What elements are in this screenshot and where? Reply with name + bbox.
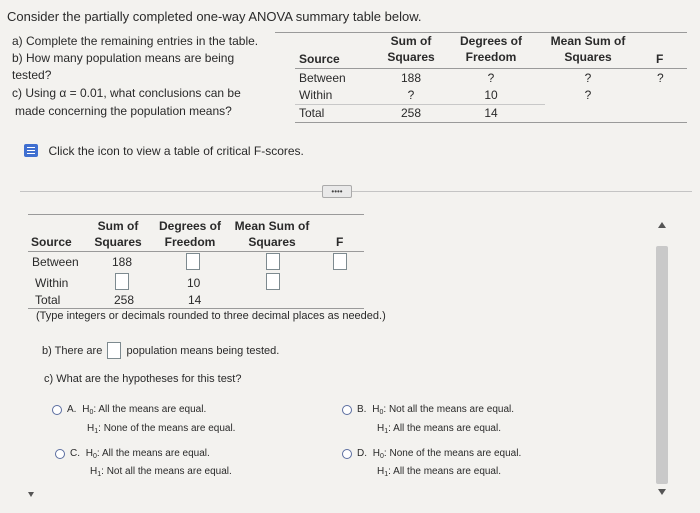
ans-row-between-ss: 188: [112, 255, 133, 269]
option-c-radio[interactable]: [55, 449, 65, 459]
top-header-ms: Mean Sum of Squares: [550, 34, 626, 64]
top-row-between-source: Between: [299, 71, 346, 85]
question-part-b-line2: tested?: [12, 68, 52, 82]
question-part-a: a) Complete the remaining entries in the table.: [12, 34, 259, 48]
top-table-bottom-rule: [295, 122, 687, 123]
ans-header-f: F: [336, 235, 344, 249]
option-b-h0: Not all the means are equal.: [388, 404, 515, 415]
top-row-total-df: 14: [484, 106, 498, 120]
top-table-header-rule: [295, 68, 687, 69]
scroll-up-arrow-icon[interactable]: [658, 222, 666, 228]
ans-row-within-df: 10: [187, 276, 201, 290]
population-count-input[interactable]: [107, 342, 121, 359]
option-c-h1: Not all the means are equal.: [106, 466, 232, 477]
top-row-within-source: Within: [299, 88, 333, 102]
ans-row-within-label: Within: [35, 276, 69, 290]
top-row-between-df: ?: [487, 71, 495, 85]
top-row-within-df: 10: [484, 88, 498, 102]
option-d-radio[interactable]: [342, 449, 352, 459]
left-scroll-down-arrow-icon[interactable]: [28, 492, 34, 497]
answer-table-bottom-rule: [28, 308, 364, 309]
top-table-total-rule: [295, 104, 545, 105]
alpha-symbol: α: [59, 86, 67, 100]
top-table-top-rule: [275, 32, 687, 33]
ans-header-df: Degrees of Freedom: [158, 219, 222, 249]
top-row-between-ms: ?: [584, 71, 592, 85]
top-row-between-ss: 188: [400, 71, 422, 85]
ans-row-total-df: 14: [188, 293, 202, 307]
top-header-source: Source: [299, 52, 340, 66]
scroll-down-arrow-icon[interactable]: [658, 489, 666, 495]
answer-table-top-rule: [28, 214, 364, 215]
part-c-question: c) What are the hypotheses for this test?: [44, 373, 242, 385]
between-df-input[interactable]: [186, 253, 200, 270]
ans-row-between-label: Between: [32, 255, 79, 269]
top-row-total-source: Total: [299, 106, 325, 120]
ans-row-total-label: Total: [35, 293, 61, 307]
option-b-h1: All the means are equal.: [393, 423, 501, 434]
table-icon[interactable]: [24, 144, 38, 157]
option-b-radio[interactable]: [342, 405, 352, 415]
between-ms-input[interactable]: [266, 253, 280, 270]
option-c-h0: All the means are equal.: [101, 448, 210, 459]
top-row-within-ss: ?: [407, 88, 415, 102]
top-row-total-ss: 258: [400, 106, 422, 120]
option-d-h1: All the means are equal.: [393, 466, 501, 477]
option-a-radio[interactable]: [52, 405, 62, 415]
question-part-c-line2: made concerning the population means?: [15, 104, 232, 118]
part-c-prefix: c) Using: [12, 86, 57, 100]
question-intro: Consider the partially completed one-way ANOVA summary table below.: [7, 9, 422, 24]
option-c-letter: C.: [70, 448, 80, 459]
within-ms-input[interactable]: [266, 273, 280, 290]
part-b-prefix: b) There are: [42, 345, 103, 357]
ans-row-total-ss: 258: [114, 293, 135, 307]
question-part-c-line1: [12, 86, 241, 100]
option-d-letter: D.: [357, 448, 367, 459]
option-a-h1: None of the means are equal.: [103, 423, 236, 434]
critical-f-link-text[interactable]: Click the icon to view a table of critical F-scores.: [48, 144, 304, 158]
option-d-h0: None of the means are equal.: [389, 448, 522, 459]
section-divider: [20, 191, 692, 192]
ans-header-source: Source: [31, 235, 72, 249]
within-ss-input[interactable]: [115, 273, 129, 290]
ans-header-ms: Mean Sum of Squares: [234, 219, 310, 249]
answer-table-header-rule: [28, 251, 364, 252]
critical-f-link[interactable]: [24, 142, 304, 160]
expand-button[interactable]: ••••: [322, 185, 352, 198]
option-a-letter: A.: [67, 404, 77, 415]
option-b-letter: B.: [357, 404, 367, 415]
part-b-suffix: population means being tested.: [126, 345, 280, 357]
top-header-df: Degrees of Freedom: [459, 34, 523, 64]
top-row-between-f: ?: [657, 71, 664, 85]
question-part-b-line1: b) How many population means are being: [12, 51, 235, 65]
scrollbar-thumb[interactable]: [656, 246, 668, 484]
answer-table-note: (Type integers or decimals rounded to three decimal places as needed.): [36, 310, 386, 322]
top-header-f: F: [656, 52, 664, 66]
ans-header-ss: Sum of Squares: [94, 219, 142, 249]
part-c-suffix: = 0.01, what conclusions can be: [69, 86, 241, 100]
part-b-answer: [42, 342, 279, 359]
top-row-within-ms: ?: [584, 88, 592, 102]
top-header-ss: Sum of Squares: [387, 34, 435, 64]
between-f-input[interactable]: [333, 253, 347, 270]
option-a-h0: All the means are equal.: [98, 404, 207, 415]
